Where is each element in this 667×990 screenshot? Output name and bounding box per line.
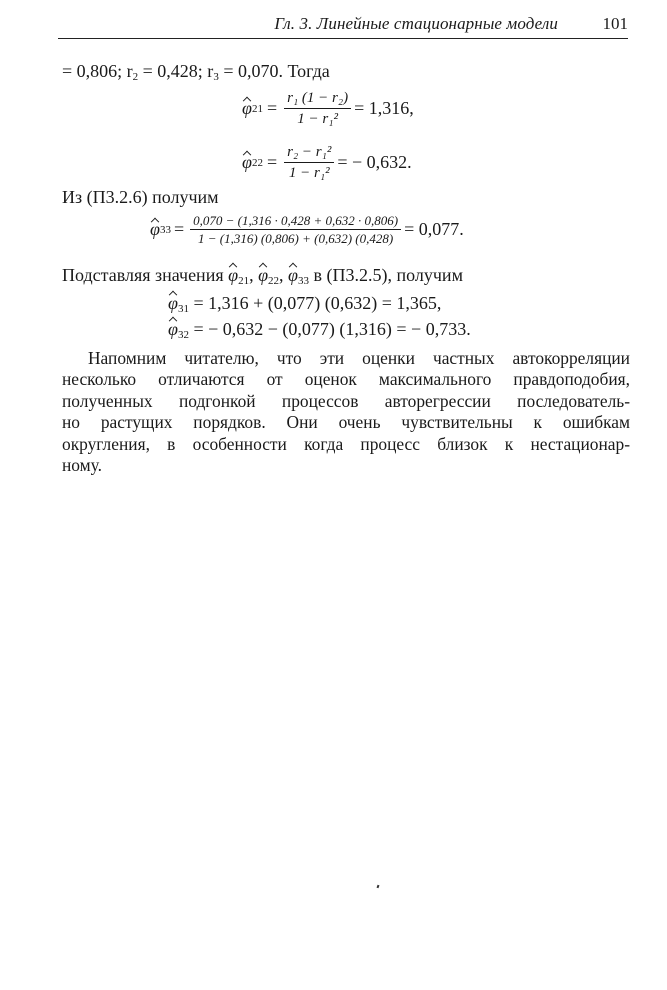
phi21-numerator: r₁ (1 − r₂) [284,88,351,109]
phi-hat-symbol: φ [242,152,252,172]
header-rule [58,38,628,39]
phi-hat-symbol: φ [168,293,178,313]
r2-subscript: 2 [132,71,139,83]
formula-phi31 [168,292,441,314]
phi33-fraction [190,212,401,247]
substitute-start: Подставляя значения [62,265,224,285]
phi22-numerator: r₂ − r₁² [284,142,334,163]
phi-hat-symbol: φ [168,319,178,339]
paragraph-line: округления, в особенности когда процесс близок к нестационар- [62,433,630,454]
equals-sign: = [266,152,278,172]
substitute-end: в (П3.2.5), получим [313,265,463,285]
phi22-fraction [284,142,334,183]
phi-hat-symbol: φ [242,98,252,118]
phi21-result: = 1,316, [354,98,414,118]
paragraph-line: ному. [62,455,102,476]
phi-hat-symbol: φ [258,265,269,285]
chapter-title: Гл. 3. Линейные стационарные модели [274,14,558,33]
page-number: 101 [602,14,628,33]
phi-hat-symbol: φ [150,219,160,239]
r3-value-text: = 0,070. Тогда [218,61,330,81]
formula-phi32 [168,318,471,340]
phi31-rhs: = 1,316 + (0,077) (0,632) = 1,365, [193,293,442,313]
phi-hat-symbol: φ [288,265,299,285]
formula-phi33: φ 33 = $\frac{0,070 - (1,316 \cdot 0,428 + 0,632 \cdot 0,806)}{1 - (1,316) (0,806) + (0,632) (0,428)}$ = 0,077. [150,213,464,246]
r3-subscript: 3 [213,71,219,83]
paragraph-line: полученных подгонкой процессов авторегрессии последователь- [62,390,630,411]
phi-hat-symbol: φ [228,265,239,285]
formula-phi21: φ 21 = $\frac{\text{r₁ (1 − r₂)}}{\text{1 − r₁²}}$ = 1,316, [242,90,414,127]
phi22-denominator: 1 − r₁² [288,165,330,181]
phi21-fraction [284,88,351,129]
phi32-rhs: = − 0,632 − (0,077) (1,316) = − 0,733. [193,319,471,339]
paragraph-line: Напомним читателю, что эти оценки частных автокорреляции [88,348,630,368]
s22-subscript: 22 [268,275,280,287]
phi33-denominator: 1 − (1,316) (0,806) + (0,632) (0,428) [198,231,394,246]
r1-value-text: = 0,806; r [62,61,133,81]
phi22-result: = − 0,632. [337,152,412,172]
s21-subscript: 21 [238,275,250,287]
phi21-denominator: 1 − r₁² [297,111,338,127]
body-paragraph [62,348,630,476]
equals-sign: = [266,98,278,118]
phi32-subscript: 32 [177,329,189,341]
phi33-numerator: 0,070 − (1,316 · 0,428 + 0,632 · 0,806) [190,212,401,230]
phi31-subscript: 31 [177,303,189,315]
equation-line-r-values [62,60,330,82]
paragraph-line: несколько отличаются от оценок максимального правдоподобия, [62,369,630,390]
equals-sign: = [173,219,185,239]
substitute-values-text: Подставляя значения $\varphi_{21}$, $\varphi_{22}$, $\varphi_{33}$ в (П3.2.5), получим [62,265,463,287]
s33-subscript: 33 [298,275,310,287]
formula-phi22: φ 22 = $\frac{\text{r₂ − r₁²}}{\text{1 − r₁²}}$ = − 0,632. [242,144,412,181]
phi33-result: = 0,077. [404,219,464,239]
from-equation-text: Из (П3.2.6) получим [62,187,219,207]
r2-value-text: = 0,428; r [138,61,214,81]
paragraph-line: но растущих порядков. Они очень чувствительны к ошибкам [62,412,630,433]
scan-speck [377,885,380,889]
running-header [58,12,628,38]
